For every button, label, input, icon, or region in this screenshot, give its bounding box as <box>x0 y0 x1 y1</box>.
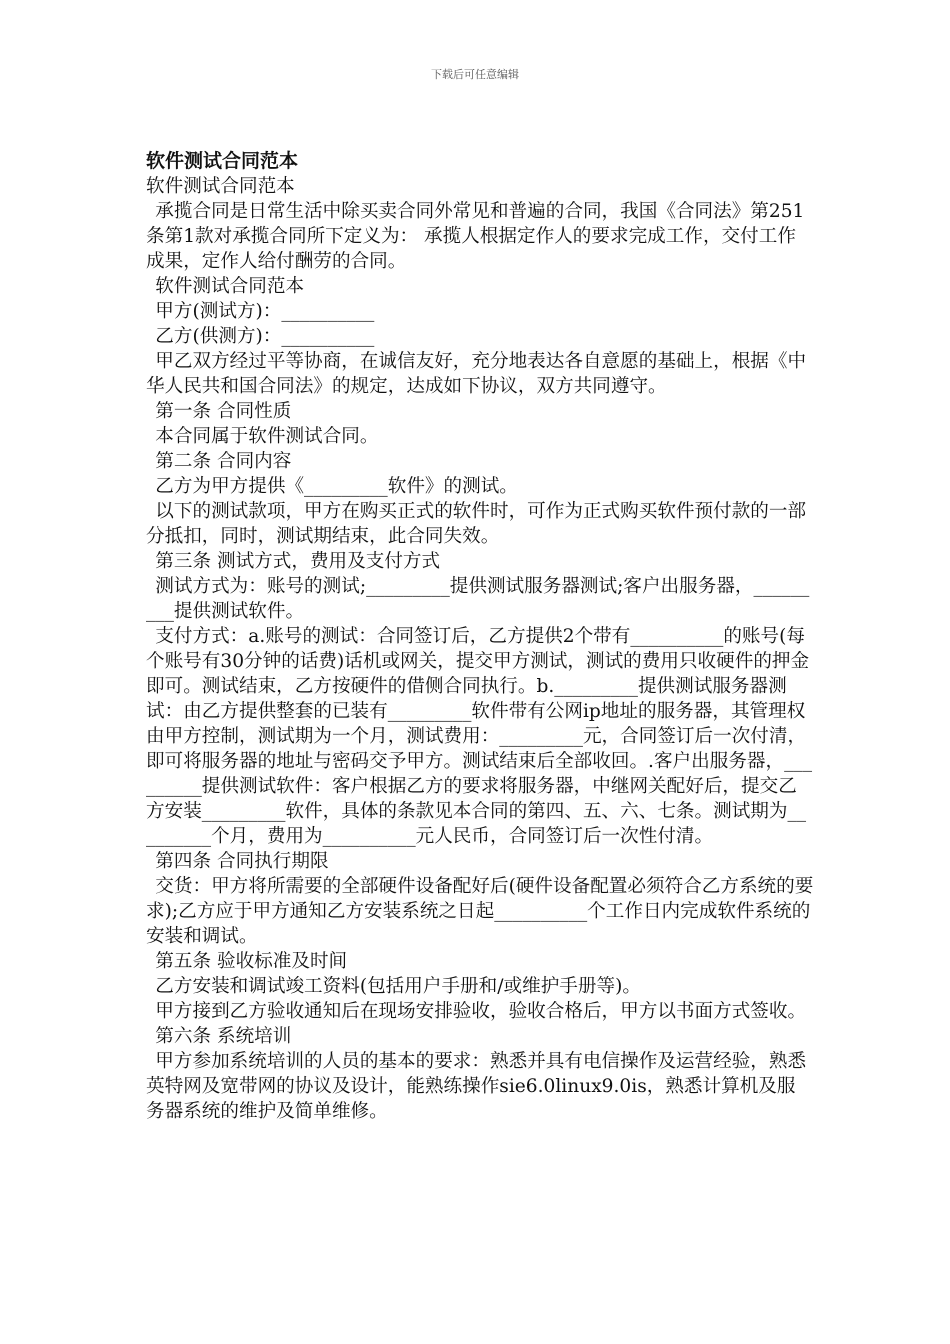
section-heading: 第一条 合同性质 <box>155 401 292 422</box>
paragraph: 承揽合同是日常生活中除买卖合同外常见和普遍的合同，我国《合同法》第251条第1款对承揽合同所下定义为： 承揽人根据定作人的要求完成工作，交付工作成果，定作人给付酬劳的合同。 <box>146 201 805 272</box>
paragraph: 软件测试合同范本 <box>146 176 295 197</box>
section-heading: 第三条 测试方式，费用及支付方式 <box>155 551 441 572</box>
paragraph: 甲方参加系统培训的人员的基本的要求：熟悉并具有电信操作及运营经验，熟悉英特网及宽带网的协议及设计，能熟练操作sie6.0linux9.0is，熟悉计算机及服务器系统的维护及简单维修。 <box>146 1051 807 1122</box>
paragraph: 以下的测试款项，甲方在购买正式的软件时，可作为正式购买软件预付款的一部分抵扣，同时，测试期结束，此合同失效。 <box>146 501 807 547</box>
paragraph: 本合同属于软件测试合同。 <box>155 426 379 447</box>
paragraph: 交货：甲方将所需要的全部硬件设备配好后(硬件设备配置必须符合乙方系统的要求);乙方应于甲方通知乙方安装系统之日起__________个工作日内完成软件系统的安装和调试。 <box>146 876 814 947</box>
paragraph: 支付方式：a.账号的测试：合同签订后，乙方提供2个带有__________的账号(每个账号有30分钟的话费)话机或网关，提交甲方测试，测试的费用只收硬件的押金即可。测试结束，乙方按硬件的借侧合同执行。b._________提供测试服务器测试：由乙方提供整套的已装有_________软件带有公网ip地址的服务器，其管理权由甲方控制，测试期为一个月，测试费用：_________元，合同签订后一次付清，即可将服务器的地址与密码交予甲方。测试结束后全部收回。.客户出服务器，_________提供测试软件：客户根据乙方的要求将服务器，中继网关配好后，提交乙方安装_________软件，具体的条款见本合同的第四、五、六、七条。测试期为_________个月，费用为__________元人民币，合同签订后一次性付清。 <box>146 626 812 847</box>
paragraph: 软件测试合同范本 <box>155 276 305 297</box>
paragraph: 乙方为甲方提供《_________软件》的测试。 <box>155 476 518 497</box>
paragraph: 甲方(测试方)：__________ <box>155 301 375 322</box>
section-heading: 第五条 验收标准及时间 <box>155 951 348 972</box>
paragraph: 甲方接到乙方验收通知后在现场安排验收，验收合格后，甲方以书面方式签收。 <box>155 1001 807 1022</box>
section-heading: 第六条 系统培训 <box>155 1026 292 1047</box>
header-note: 下载后可任意编辑 <box>431 68 519 81</box>
paragraph: 测试方式为：账号的测试;_________提供测试服务器测试;客户出服务器，_________提供测试软件。 <box>146 576 810 622</box>
paragraph: 乙方(供测方)：__________ <box>155 326 375 347</box>
paragraph: 乙方安装和调试竣工资料(包括用户手册和/或维护手册等)。 <box>155 976 641 997</box>
document-body <box>146 148 814 1124</box>
section-heading: 第四条 合同执行期限 <box>155 851 329 872</box>
document-title: 软件测试合同范本 <box>146 150 299 172</box>
section-heading: 第二条 合同内容 <box>155 451 292 472</box>
paragraph: 甲乙双方经过平等协商，在诚信友好，充分地表达各自意愿的基础上，根据《中华人民共和国合同法》的规定，达成如下协议，双方共同遵守。 <box>146 351 807 397</box>
